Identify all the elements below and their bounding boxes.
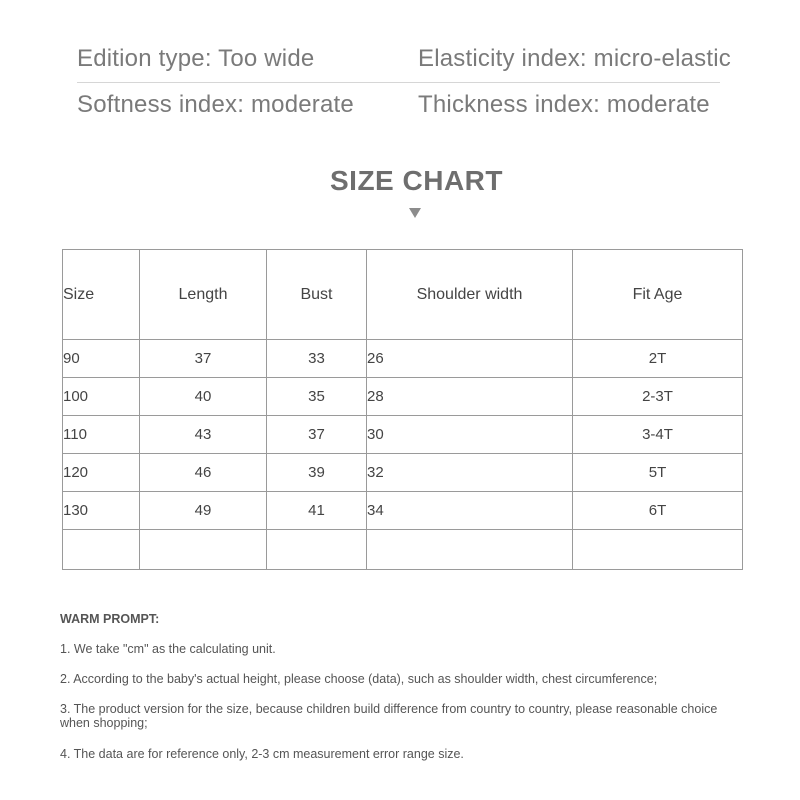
cell-fit-age: 2T: [573, 340, 743, 378]
header-length: Length: [140, 250, 267, 340]
softness-index-text: Softness index: moderate: [77, 91, 354, 118]
cell-fit-age: 6T: [573, 492, 743, 530]
header-shoulder-width: Shoulder width: [367, 250, 573, 340]
attribute-divider: [77, 82, 720, 83]
cell-bust: 33: [267, 340, 367, 378]
size-chart-title: SIZE CHART: [330, 165, 503, 196]
warm-prompt-item-2: 2. According to the baby's actual height, please choose (data), such as shoulder width, chest circumference;: [60, 672, 658, 686]
warm-prompt-item-4: 4. The data are for reference only, 2-3 cm measurement error range size.: [60, 747, 464, 761]
cell-empty: [267, 530, 367, 570]
table-row: [63, 416, 743, 454]
cell-empty: [573, 530, 743, 570]
table-row: [63, 492, 743, 530]
cell-length: 37: [140, 340, 267, 378]
table-row: [63, 454, 743, 492]
cell-empty: [140, 530, 267, 570]
cell-shoulder-width: 26: [367, 340, 573, 378]
cell-shoulder-width: 34: [367, 492, 573, 530]
cell-size: 100: [63, 378, 140, 416]
header-fit-age: Fit Age: [573, 250, 743, 340]
cell-length: 43: [140, 416, 267, 454]
elasticity-index-text: Elasticity index: micro-elastic: [418, 45, 731, 72]
cell-length: 46: [140, 454, 267, 492]
size-table: [62, 249, 743, 570]
cell-length: 40: [140, 378, 267, 416]
triangle-down-icon: [409, 208, 421, 218]
edition-type-text: Edition type: Too wide: [77, 45, 315, 72]
cell-empty: [63, 530, 140, 570]
cell-length: 49: [140, 492, 267, 530]
table-row-empty: [63, 530, 743, 570]
header-bust: Bust: [267, 250, 367, 340]
cell-size: 130: [63, 492, 140, 530]
cell-shoulder-width: 32: [367, 454, 573, 492]
cell-shoulder-width: 28: [367, 378, 573, 416]
cell-size: 120: [63, 454, 140, 492]
table-row: [63, 378, 743, 416]
cell-size: 110: [63, 416, 140, 454]
cell-empty: [367, 530, 573, 570]
cell-fit-age: 5T: [573, 454, 743, 492]
header-size: Size: [63, 250, 140, 340]
thickness-index-text: Thickness index: moderate: [418, 91, 710, 118]
table-row: [63, 340, 743, 378]
warm-prompt-heading: WARM PROMPT:: [60, 612, 160, 626]
cell-bust: 39: [267, 454, 367, 492]
cell-size: 90: [63, 340, 140, 378]
warm-prompt-item-3: 3. The product version for the size, because children build difference from country to country, please reasonable choice when shopping;: [60, 702, 718, 730]
warm-prompt-item-1: 1. We take "cm" as the calculating unit.: [60, 642, 276, 656]
cell-bust: 41: [267, 492, 367, 530]
table-header-row: [63, 250, 743, 340]
cell-shoulder-width: 30: [367, 416, 573, 454]
cell-fit-age: 2-3T: [573, 378, 743, 416]
cell-bust: 35: [267, 378, 367, 416]
cell-bust: 37: [267, 416, 367, 454]
cell-fit-age: 3-4T: [573, 416, 743, 454]
